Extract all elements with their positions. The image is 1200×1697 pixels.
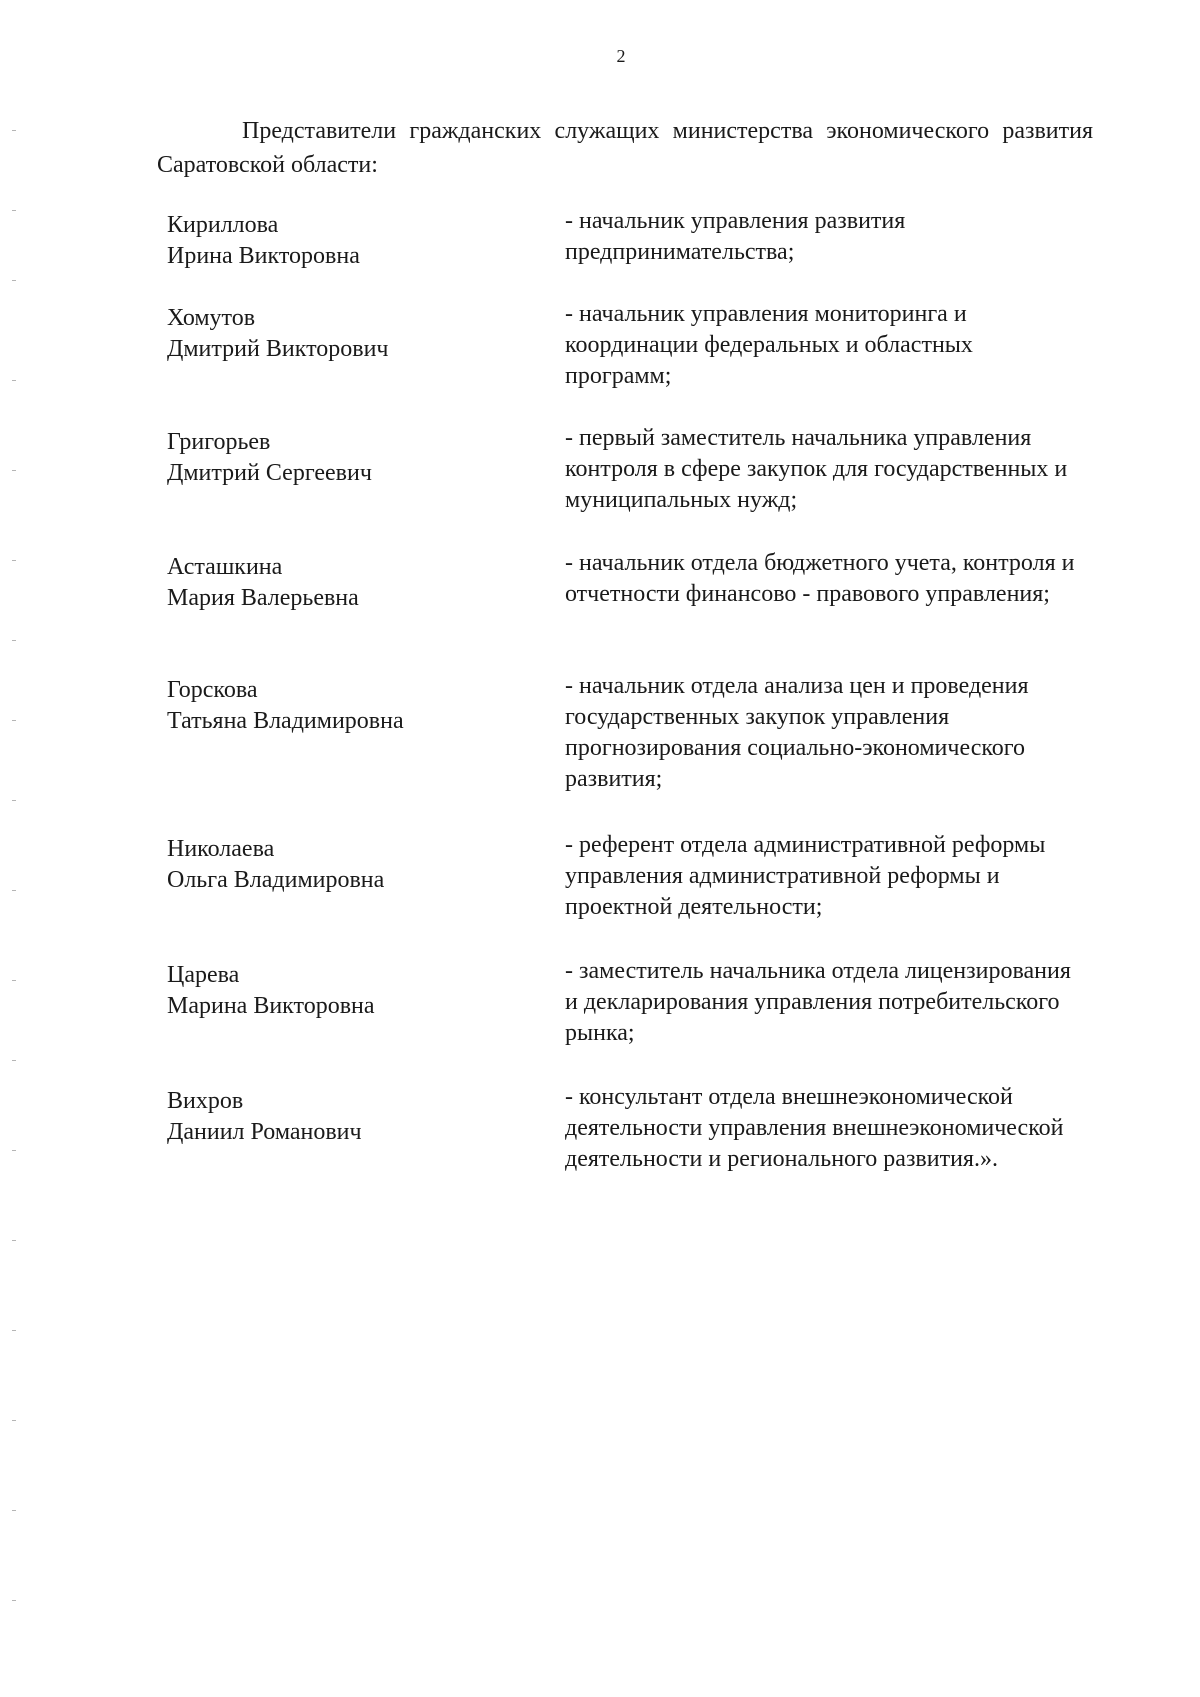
member-first-names: Мария Валерьевна [167,585,359,611]
member-role: - заместитель начальника отдела лицензирования и декларирования управления потребительского рынка; [565,958,1071,1046]
member-first-names: Дмитрий Сергеевич [167,460,372,486]
member-first-names: Марина Викторовна [167,993,375,1019]
member-role: - начальник управления мониторинга и координации федеральных и областных программ; [565,301,973,389]
member-name [167,210,547,272]
member-last-name: Григорьев [167,429,271,455]
page-number: 2 [616,46,626,66]
member-name [167,1086,547,1148]
member-role: - начальник отдела бюджетного учета, контроля и отчетности финансово - правового управления; [565,550,1075,607]
member-last-name: Николаева [167,836,275,862]
member-name [167,675,547,737]
member-first-names: Ирина Викторовна [167,243,360,269]
member-role: - референт отдела административной реформы управления административной реформы и проектной деятельности; [565,832,1046,920]
member-name [167,427,547,489]
member-last-name: Асташкина [167,554,283,580]
member-name [167,303,547,365]
member-first-names: Даниил Романович [167,1119,362,1145]
member-last-name: Царева [167,962,240,988]
member-name [167,834,547,896]
member-role: - консультант отдела внешнеэкономической деятельности управления внешнеэкономической деятельности и регионального развития.». [565,1084,1064,1172]
member-last-name: Вихров [167,1088,244,1114]
member-role: - начальник отдела анализа цен и проведения государственных закупок управления прогнозирования социально-экономического развития; [565,673,1029,792]
scan-edge-marks [12,100,32,1660]
member-role: - первый заместитель начальника управления контроля в сфере закупок для государственных и муниципальных нужд; [565,425,1068,513]
member-name [167,552,547,614]
member-last-name: Горскова [167,677,258,703]
intro-paragraph: Представители гражданских служащих министерства экономического развития Саратовской области: [157,118,1093,178]
member-first-names: Ольга Владимировна [167,867,385,893]
member-first-names: Татьяна Владимировна [167,708,404,734]
member-name [167,960,547,1022]
member-last-name: Хомутов [167,305,256,331]
member-first-names: Дмитрий Викторович [167,336,389,362]
member-last-name: Кириллова [167,212,279,238]
member-role: - начальник управления развития предпринимательства; [565,208,906,265]
